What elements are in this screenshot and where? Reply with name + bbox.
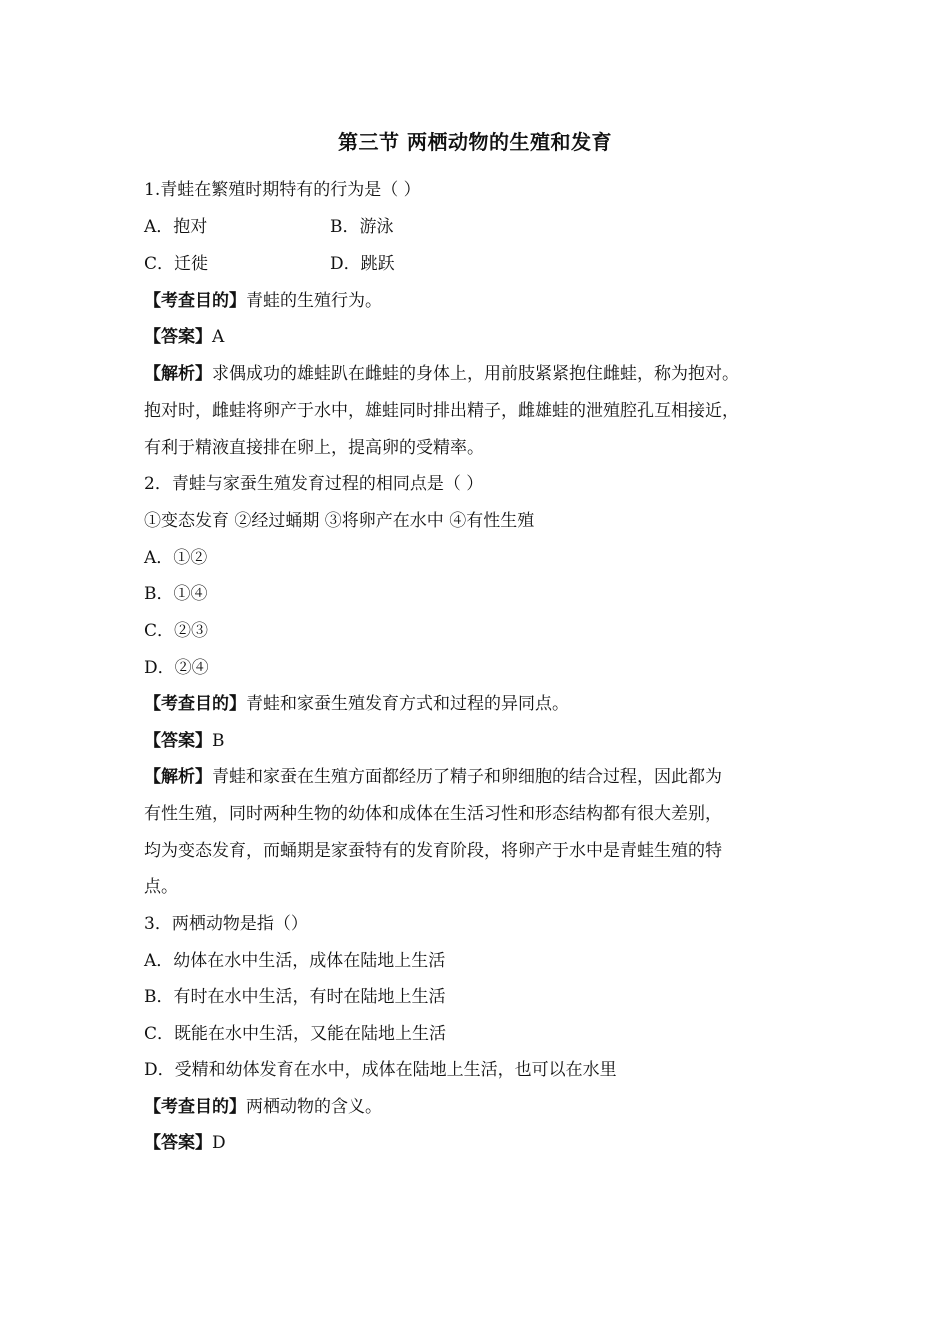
q2-purpose bbox=[144, 692, 569, 716]
q2-option-b: B．①④ bbox=[144, 584, 208, 604]
q1-purpose bbox=[144, 289, 382, 313]
q2-analysis-line-4: 点。 bbox=[144, 877, 178, 897]
q2-purpose-tag: 【考查目的】 bbox=[144, 694, 246, 714]
q1-answer bbox=[144, 325, 224, 349]
q2-analysis-line-1 bbox=[144, 765, 722, 789]
q3-option-c: C．既能在水中生活，又能在陆地上生活 bbox=[144, 1024, 447, 1044]
q3-option-d: D．受精和幼体发育在水中，成体在陆地上生活，也可以在水里 bbox=[144, 1060, 617, 1080]
q1-analysis-line-1 bbox=[144, 362, 739, 386]
q3-option-a: A．幼体在水中生活，成体在陆地上生活 bbox=[144, 951, 446, 971]
q2-answer bbox=[144, 729, 225, 753]
q1-option-b: B．游泳 bbox=[330, 217, 394, 237]
q1-option-a: A．抱对 bbox=[144, 217, 208, 237]
q3-stem: 3．两栖动物是指（） bbox=[144, 914, 308, 934]
q3-option-b: B．有时在水中生活，有时在陆地上生活 bbox=[144, 987, 446, 1007]
q2-option-c: C．②③ bbox=[144, 621, 209, 641]
q2-analysis-tag: 【解析】 bbox=[144, 767, 212, 787]
q1-analysis-line-3: 有利于精液直接排在卵上，提高卵的受精率。 bbox=[144, 438, 484, 458]
q2-option-d: D．②④ bbox=[144, 658, 209, 678]
q1-analysis-tag: 【解析】 bbox=[144, 364, 212, 384]
q3-purpose bbox=[144, 1095, 382, 1119]
q2-option-a: A．①② bbox=[144, 548, 208, 568]
q3-answer bbox=[144, 1131, 226, 1155]
q2-purpose-text: 青蛙和家蚕生殖发育方式和过程的异同点。 bbox=[246, 694, 569, 714]
q2-stem: 2．青蛙与家蚕生殖发育过程的相同点是（ ） bbox=[144, 474, 484, 494]
q2-analysis-line-2: 有性生殖，同时两种生物的幼体和成体在生活习性和形态结构都有很大差别， bbox=[144, 804, 722, 824]
q3-answer-text: D bbox=[212, 1133, 226, 1153]
q1-stem: 1.青蛙在繁殖时期特有的行为是（ ） bbox=[144, 180, 421, 200]
q2-analysis-line-3: 均为变态发育，而蛹期是家蚕特有的发育阶段，将卵产于水中是青蛙生殖的特 bbox=[144, 841, 722, 861]
page-title: 第三节 两栖动物的生殖和发育 bbox=[338, 130, 612, 154]
q1-purpose-tag: 【考查目的】 bbox=[144, 291, 246, 311]
q1-option-c: C．迁徙 bbox=[144, 254, 209, 274]
q1-answer-text: A bbox=[212, 327, 225, 347]
q2-answer-text: B bbox=[212, 731, 225, 751]
q3-purpose-tag: 【考查目的】 bbox=[144, 1097, 246, 1117]
q2-items: ①变态发育 ②经过蛹期 ③将卵产在水中 ④有性生殖 bbox=[144, 511, 535, 531]
q2-analysis-text-1: 青蛙和家蚕在生殖方面都经历了精子和卵细胞的结合过程，因此都为 bbox=[212, 767, 722, 787]
q1-option-d: D．跳跃 bbox=[330, 254, 395, 274]
q1-purpose-text: 青蛙的生殖行为。 bbox=[246, 291, 382, 311]
q3-purpose-text: 两栖动物的含义。 bbox=[246, 1097, 382, 1117]
q2-answer-tag: 【答案】 bbox=[144, 731, 212, 751]
q1-analysis-text-1: 求偶成功的雄蛙趴在雌蛙的身体上，用前肢紧紧抱住雌蛙，称为抱对。 bbox=[212, 364, 739, 384]
q3-answer-tag: 【答案】 bbox=[144, 1133, 212, 1153]
q1-analysis-line-2: 抱对时，雌蛙将卵产于水中，雄蛙同时排出精子，雌雄蛙的泄殖腔孔互相接近， bbox=[144, 401, 739, 421]
q1-answer-tag: 【答案】 bbox=[144, 327, 212, 347]
